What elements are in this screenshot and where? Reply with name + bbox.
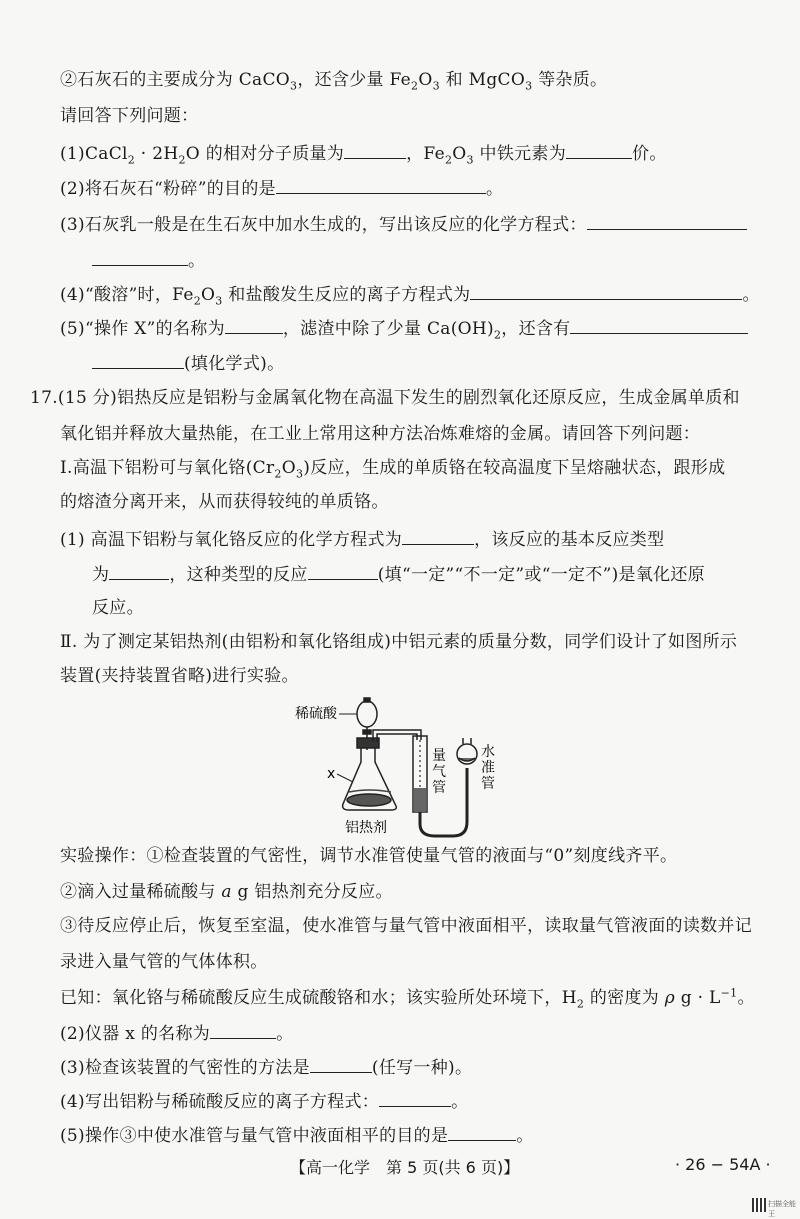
subscript: 2 <box>576 997 585 1011</box>
text: ，该反应的基本反应类型 <box>474 530 665 550</box>
scanner-watermark: 扫描全能王 <box>768 1200 796 1218</box>
subscript: 3 <box>466 153 474 167</box>
known-conditions <box>60 986 755 1010</box>
question-2 <box>60 175 503 201</box>
text: (4)“酸溶”时，Fe <box>60 285 194 305</box>
text: 中铁元素为 <box>473 144 567 164</box>
text: (3)石灰乳一般是在生石灰中加水生成的，写出该反应的化学方程式： <box>60 215 587 235</box>
text: (填“一定”“不一定”或“一定不”)是氧化还原 <box>377 565 706 585</box>
text-line <box>60 68 607 92</box>
text: 实验操作：①检查装置的气密性，调节水准管使量气管的液面与“0”刻度线齐平。 <box>60 846 678 866</box>
text: ，还含有 <box>501 319 571 339</box>
subscript: 2 <box>178 153 186 167</box>
text: ，Fe <box>406 144 445 164</box>
operation-3-cont <box>60 950 268 974</box>
answer-blank[interactable] <box>379 1088 451 1107</box>
subscript: 2 <box>127 153 136 167</box>
question-17-intro <box>30 386 740 410</box>
text: O <box>201 285 216 305</box>
answer-blank[interactable] <box>448 1122 516 1141</box>
text: 已知：氧化铬与稀硫酸反应生成硫酸铬和水；该实验所处环境下，H <box>60 988 577 1008</box>
subscript: 3 <box>295 467 304 481</box>
superscript: −1 <box>720 986 738 1000</box>
answer-blank[interactable] <box>210 1020 276 1039</box>
subscript: 3 <box>432 79 440 93</box>
sub-question-2 <box>60 1020 293 1046</box>
question-4 <box>60 281 760 307</box>
leveling-tube <box>457 738 477 764</box>
sub-question-4 <box>60 1088 468 1114</box>
text: Ⅰ.高温下铝粉可与氧化铬(Cr <box>60 458 275 478</box>
text: (4)写出铝粉与稀硫酸反应的离子方程式： <box>60 1092 380 1112</box>
text: )反应，生成的单质铬在较高温度下呈熔融状态，跟形成 <box>303 458 726 478</box>
variable-a: a <box>221 882 232 902</box>
text: 为 <box>92 565 110 585</box>
text: 价。 <box>632 144 667 164</box>
subscript: 3 <box>290 79 298 93</box>
answer-blank[interactable] <box>92 247 188 266</box>
text: 。 <box>516 1126 534 1146</box>
text: ，滤渣中除了少量 Ca(OH) <box>282 319 494 339</box>
subscript: 2 <box>274 467 282 481</box>
text: 请回答下列问题： <box>60 106 199 126</box>
answer-blank[interactable] <box>566 140 632 159</box>
label-gas-burette: 量 <box>432 748 446 764</box>
question-5-cont <box>92 350 284 376</box>
text: 装置(夹持装置省略)进行实验。 <box>60 666 299 686</box>
subscript: 2 <box>193 294 202 308</box>
subscript: 3 <box>525 79 533 93</box>
answer-blank[interactable] <box>570 315 748 334</box>
subscript: 2 <box>411 79 419 93</box>
label-leader <box>337 774 353 782</box>
answer-blank[interactable] <box>109 561 169 580</box>
text: · 2H <box>135 144 179 164</box>
qr-code-icon <box>752 1198 766 1212</box>
text: g · L <box>675 988 721 1008</box>
conical-flask-x <box>343 738 397 810</box>
page-code: · 26 − 54A · <box>675 1155 771 1174</box>
label-leveling-tube: 水 <box>481 744 495 760</box>
subscript: 2 <box>444 153 453 167</box>
text: 。 <box>742 285 760 305</box>
label-leveling-tube: 管 <box>481 776 495 792</box>
answer-blank[interactable] <box>310 1054 372 1073</box>
text: 氧化铝并释放大量热能，在工业上常用这种方法冶炼难熔的金属。请回答下列问题： <box>60 424 701 444</box>
text-line <box>60 104 198 128</box>
text: ，这种类型的反应 <box>169 565 308 585</box>
text: (1) 高温下铝粉与氧化铬反应的化学方程式为 <box>60 530 403 550</box>
sub-question-1-end <box>92 596 144 620</box>
section-2 <box>60 630 737 654</box>
label-leveling-tube: 准 <box>481 760 495 776</box>
label-gas-burette: 气 <box>432 764 446 780</box>
answer-blank[interactable] <box>587 211 747 230</box>
question-1 <box>60 140 667 166</box>
text: 和盐酸发生反应的离子方程式为 <box>222 285 471 305</box>
text: 。 <box>276 1024 294 1044</box>
section-1-cont <box>60 490 389 514</box>
sub-question-5 <box>60 1122 534 1148</box>
text: 录进入量气管的气体体积。 <box>60 952 268 972</box>
text: 。 <box>188 251 206 271</box>
label-thermite: 铝热剂 <box>345 820 387 836</box>
text: 的密度为 <box>584 988 665 1008</box>
label-gas-burette: 管 <box>432 780 446 796</box>
text: ②滴入过量稀硫酸与 <box>60 882 222 902</box>
sub-question-3 <box>60 1054 472 1080</box>
text: g 铝热剂充分反应。 <box>231 882 393 902</box>
text: (3)检查该装置的气密性的方法是 <box>60 1058 310 1078</box>
question-3-cont <box>92 247 205 273</box>
operation-3 <box>60 914 752 938</box>
sub-question-1-cont <box>92 561 705 587</box>
answer-blank[interactable] <box>225 315 283 334</box>
text: 和 MgCO <box>439 70 526 90</box>
apparatus-diagram <box>295 692 515 842</box>
gas-burette <box>413 736 427 812</box>
section-1 <box>60 456 725 480</box>
operation-2 <box>60 880 393 904</box>
subscript: 2 <box>493 328 502 342</box>
text: O 的相对分子质量为 <box>185 144 345 164</box>
text: 17.(15 分)铝热反应是铝粉与金属氧化物在高温下发生的剧烈氧化还原反应，生成金属单质和 <box>30 388 740 408</box>
label-dilute-sulfuric-acid: 稀硫酸 <box>295 706 337 722</box>
text: (2)仪器 x 的名称为 <box>60 1024 211 1044</box>
text: (5)“操作 X”的名称为 <box>60 319 225 339</box>
label-x: x <box>327 766 336 782</box>
text: (任写一种)。 <box>371 1058 473 1078</box>
text: O <box>281 458 296 478</box>
page-footer: 【高一化学 第 5 页(共 6 页)】 <box>290 1158 520 1177</box>
text: (填化学式)。 <box>184 354 285 374</box>
text: 。 <box>485 179 504 199</box>
subscript: 3 <box>215 294 223 308</box>
text: O <box>452 144 467 164</box>
sub-question-1 <box>60 526 664 552</box>
question-17-intro-cont <box>60 422 700 446</box>
text: ②石灰石的主要成分为 CaCO <box>60 70 290 90</box>
text: (2)将石灰石“粉碎”的目的是 <box>60 179 276 199</box>
text: 等杂质。 <box>532 70 608 90</box>
text: Ⅱ. 为了测定某铝热剂(由铝粉和氧化铬组成)中铝元素的质量分数，同学们设计了如图所示 <box>60 632 738 652</box>
answer-blank[interactable] <box>92 350 184 369</box>
question-5 <box>60 315 748 341</box>
text: (1)CaCl <box>60 144 128 164</box>
text: 。 <box>737 988 755 1008</box>
text: 的熔渣分离开来，从而获得较纯的单质铬。 <box>60 492 389 512</box>
answer-blank[interactable] <box>402 526 474 545</box>
text: O <box>418 70 433 90</box>
operation-1 <box>60 844 677 868</box>
question-3 <box>60 211 747 237</box>
text: (5)操作③中使水准管与量气管中液面相平的目的是 <box>60 1126 449 1146</box>
text: ③待反应停止后，恢复至室温，使水准管与量气管中液面相平，读取量气管液面的读数并记 <box>60 916 752 936</box>
text: 反应。 <box>92 598 144 618</box>
answer-blank[interactable] <box>470 281 742 300</box>
text: ，还含少量 Fe <box>297 70 412 90</box>
answer-blank[interactable] <box>344 140 406 159</box>
text: 。 <box>451 1092 469 1112</box>
section-2-cont <box>60 664 299 688</box>
answer-blank[interactable] <box>276 175 486 194</box>
answer-blank[interactable] <box>308 561 378 580</box>
variable-rho: ρ <box>664 988 676 1008</box>
